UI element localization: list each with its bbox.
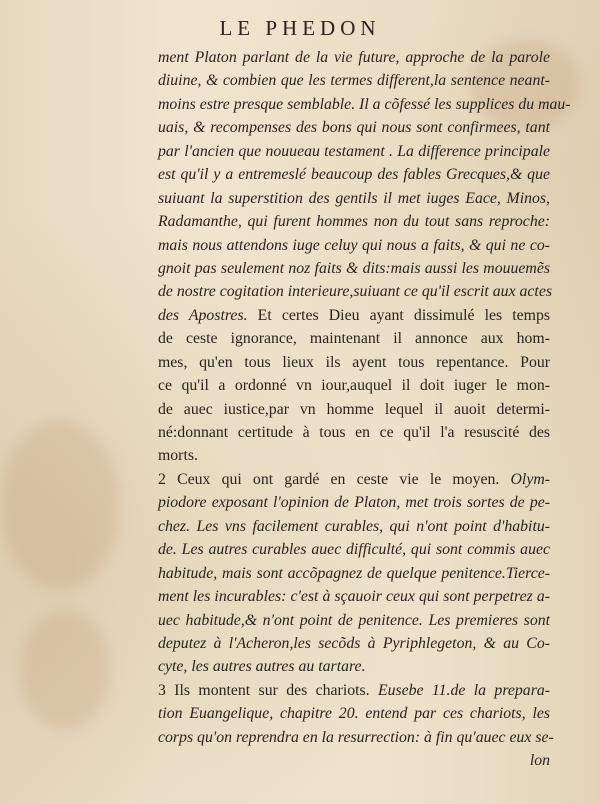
text-line: [158, 609, 550, 632]
text-line: [158, 351, 550, 374]
text-segment: né:donnant certitude à tous en ce qu'il l'a resuscité des: [158, 424, 550, 441]
text-segment: mes, qu'en tous lieux ils ayent tous repentance. Pour: [158, 353, 550, 371]
text-line: [158, 444, 550, 467]
text-line: [158, 468, 550, 491]
text-segment: chez. Les vns facilement curables, qui n'ont point d'habitu-: [158, 517, 550, 535]
text-segment: cyte, les autres autres au tartare.: [158, 658, 366, 676]
text-segment: 3 Ils montent sur des chariots.: [158, 681, 378, 699]
text-segment: 2 Ceux qui ont gardé en ceste vie le moyen.: [158, 470, 511, 488]
text-segment: diuine, & combien que les termes different,la sentence neant-: [158, 72, 550, 90]
text-segment: de auec iustice,par vn homme lequel il auoit determi-: [158, 400, 550, 418]
paper-stain: [0, 420, 120, 590]
text-line: [158, 398, 550, 421]
text-line: [158, 234, 550, 257]
text-line: [158, 726, 554, 749]
text-line: [158, 421, 550, 444]
text-segment: ment les incurables: c'est à sçauoir ceux qui sont perpetrez a-: [158, 588, 550, 606]
text-segment: corps qu'on reprendra en la resurrection: à fin qu'auec eux se-: [158, 728, 554, 746]
text-line: [158, 257, 550, 280]
text-segment: ce qu'il a ordonné vn iour,auquel il doit iuger le mon-: [158, 377, 550, 395]
text-line: [158, 655, 550, 678]
text-line: [158, 93, 571, 116]
text-segment: de nostre cogitation interieure,suiuant ce qu'il escrit aux actes: [158, 283, 552, 301]
text-line: [158, 632, 550, 655]
text-segment: de. Les autres curables auec difficulté, qui sont commis auec: [158, 541, 550, 559]
text-line: [158, 140, 550, 163]
text-line: [158, 491, 550, 514]
text-segment: ment Platon parlant de la vie future, approche de la parole: [158, 49, 550, 66]
text-segment: uais, & recompenses des bons qui nous sont confirmees, tant: [158, 119, 550, 137]
text-segment: moins estre presque semblable. Il a cõfessé les supplices du mau-: [158, 95, 571, 113]
text-line: [158, 585, 550, 608]
text-line: [158, 515, 550, 538]
text-line: [158, 562, 550, 585]
text-segment: mais nous attendons iuge celuy qui nous a faits, & qui ne co-: [158, 236, 550, 254]
text-line: [158, 116, 550, 139]
text-segment: uec habitude,& n'ont point de penitence. Les premieres sont: [158, 611, 550, 629]
text-line: [158, 538, 550, 561]
text-segment: suiuant la superstition des gentils il met iuges Eace, Minos,: [158, 189, 550, 207]
text-line: [158, 304, 550, 327]
text-line: [158, 280, 550, 303]
text-line: [158, 374, 550, 397]
text-segment: tion Euangelique, chapitre 20. entend par ces chariots, les: [158, 705, 550, 723]
text-line: [158, 163, 550, 186]
text-line: [158, 702, 550, 725]
text-segment: habitude, mais sont accõpagnez de quelque penitence.Tierce-: [158, 564, 550, 582]
text-line: [158, 749, 550, 772]
text-segment: deputez à l'Acheron,les secõds à Pyriphlegeton, & au Co-: [158, 634, 550, 652]
text-segment: Olym-: [510, 470, 550, 488]
text-block: [158, 46, 571, 773]
text-segment: morts.: [158, 447, 198, 465]
text-line: [158, 679, 550, 702]
text-segment: de ceste ignorance, maintenant il annonce aux hom-: [158, 330, 550, 348]
text-line: [158, 187, 550, 210]
text-segment: Radamanthe, qui furent hommes non du tout sans reproche:: [158, 213, 550, 231]
text-line: [158, 46, 550, 69]
text-segment: Eusebe 11.de la prepara-: [377, 681, 550, 699]
text-segment: par l'ancien que nouueau testament . La difference principale: [158, 142, 550, 160]
text-line: [158, 327, 550, 350]
text-line: [158, 210, 550, 233]
text-segment: Et certes Dieu ayant dissimulé les temps: [247, 306, 550, 324]
text-segment: est qu'il y a entremeslé beaucoup des fables Grecques,& que: [158, 166, 550, 184]
text-segment: gnoit pas seulement noz faits & dits:mais aussi les mouuemẽs: [158, 259, 550, 277]
paper-stain: [20, 610, 110, 730]
text-segment: des Apostres.: [158, 306, 248, 324]
running-header: LE PHEDON: [219, 16, 381, 40]
text-line: [158, 69, 550, 92]
text-segment: piodore exposant l'opinion de Platon, met trois sortes de pe-: [158, 494, 550, 512]
text-segment: lon: [529, 752, 550, 770]
